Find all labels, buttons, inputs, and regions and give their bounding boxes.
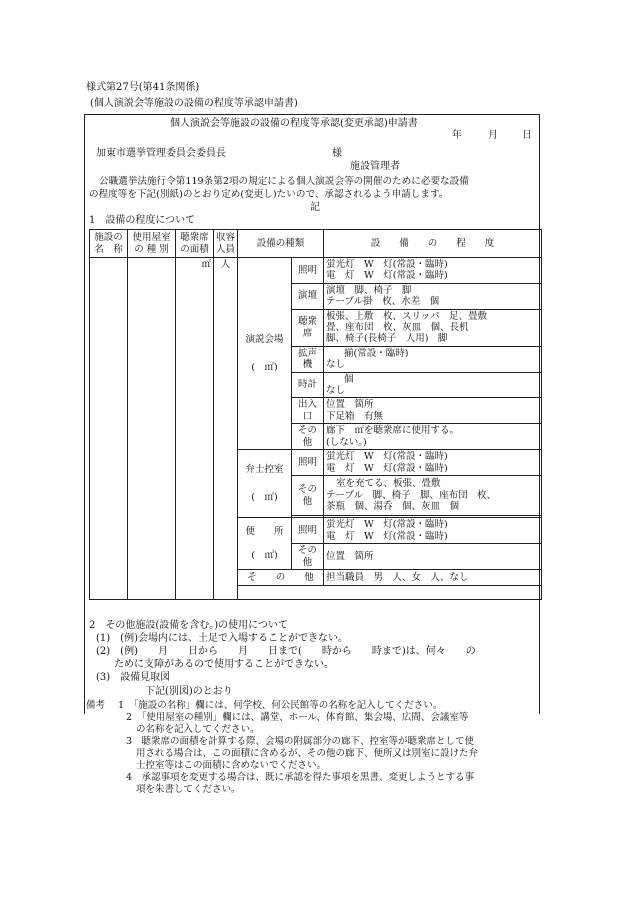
hall-other-label: その他 (292, 424, 324, 450)
clock-label: 時計 (292, 372, 324, 398)
hall-label: 演説会場 (245, 334, 284, 346)
toilet-other-value[interactable]: 位置 箇所 (324, 544, 542, 570)
date-day: 日 (522, 130, 532, 141)
waiting-lighting-label: 照明 (292, 450, 324, 476)
body-text-line2: の程度等を下記(別紙)のとおり定め(変更し)たいので、承認されるよう申請します。 (89, 189, 449, 200)
facility-name-cell[interactable] (90, 258, 128, 600)
form-number: 様式第27号(第41条関係) (86, 82, 200, 93)
header-equipment-kind: 設備の種類 (238, 230, 324, 258)
note-3c: 士控室等はこの面積に含めないでください。 (136, 760, 327, 771)
note-3b: 用される場合は、この面積に含めるが、その他の廊下、便所又は別室に設けた弁 (136, 748, 479, 759)
toilet-lighting-value[interactable]: 蛍光灯 W 灯(常設・臨時) 電 灯 W 灯(常設・臨時) (324, 518, 542, 544)
podium-value[interactable]: 演壇 脚、椅子 脚 テーブル掛 枚、水差 個 (324, 283, 542, 309)
capacity-unit: 人 (220, 259, 231, 270)
speaker-label: 拡声機 (292, 346, 324, 372)
body-text-line1: 公職選挙法施行令第119条第2項の規定による個人演説会等の開催のために必要な設備 (99, 176, 469, 187)
section1-heading: 1 設備の程度について (89, 215, 196, 226)
audience-area-cell[interactable] (176, 258, 214, 600)
table-row (90, 258, 542, 284)
ki-heading: 記 (310, 202, 320, 213)
waiting-room-area: ( ㎡) (251, 491, 278, 503)
waiting-room-cell (238, 450, 292, 518)
form-title: 個人演説会等施設の設備の程度等承認(変更承認)申請書 (170, 118, 418, 129)
section2-heading: 2 その他施設(設備を含む。)の使用について (89, 620, 288, 631)
notes-label: 備考 (86, 700, 106, 711)
applicant-label: 施設管理者 (350, 161, 400, 172)
header-room-type: 使用屋室の 種 別 (128, 230, 176, 258)
form-subtitle: (個人演説会等施設の設備の程度等承認申請書) (90, 98, 298, 109)
waiting-other-value[interactable]: 室を充てる、板張、畳敷 テーブル 脚、椅子 脚、座布団 枚、 茶瓶 個、湯呑 個、灰皿 個 (324, 476, 542, 516)
entrance-value[interactable]: 位置 箇所 下足箱 有無 (324, 398, 542, 424)
header-equipment-degree: 設 備 の 程 度 (324, 230, 542, 258)
section2-item2a: (2) (例) 月 日から 月 日まで( 時から 時まで)は、何々 の (96, 646, 476, 657)
section2-item1: (1) (例)会場内には、土足で入場することができない。 (96, 633, 348, 644)
audience-value[interactable]: 板張、上敷 枚、スリッパ 足、畳敷 畳、座布団 枚、灰皿 個、長机 脚、椅子(長椅子 人用) 脚 (324, 309, 542, 346)
section2-item3: (3) 設備見取図 (96, 672, 171, 683)
note-1: 1 「施設の名称」欄には、何学校、何公民館等の名称を記入してください。 (118, 700, 443, 711)
waiting-room-label: 弁士控室 (245, 464, 284, 476)
section2-item3b: 下記(別図)のとおり (145, 686, 233, 697)
date-year: 年 (452, 130, 462, 141)
hall-other-value[interactable]: 廊下 ㎡を聴衆席に使用する。 (しない。) (324, 424, 542, 450)
sonota-value[interactable]: 担当職員 男 人、女 人、なし (324, 570, 542, 586)
hall-cell (238, 258, 292, 450)
sonota-label: そ の 他 (238, 570, 324, 586)
capacity-cell[interactable] (214, 258, 238, 600)
equipment-table (89, 229, 542, 600)
waiting-lighting-value[interactable]: 蛍光灯 W 灯(常設・臨時) 電 灯 W 灯(常設・臨時) (324, 450, 542, 476)
honorific: 様 (332, 148, 342, 159)
header-capacity: 収容人員 (214, 230, 238, 258)
note-3a: 3 聴衆席の面積を計算する際、会場の附属部分の廊下、控室等が聴衆席として使 (126, 736, 475, 747)
area-unit: ㎡ (201, 259, 211, 270)
table-header-row (90, 230, 542, 258)
section2-item2b: ために支障があるので使用することができない。 (114, 659, 334, 670)
room-type-cell[interactable] (128, 258, 176, 600)
header-facility-name: 施設の名 称 (90, 230, 128, 258)
header-audience-area: 聴衆席の面積 (176, 230, 214, 258)
toilet-lighting-label: 照明 (292, 518, 324, 544)
addressee: 加東市選挙管理委員会委員長 (96, 148, 226, 159)
waiting-other-label: その他 (292, 476, 324, 516)
note-2b: の名称を記入してください。 (136, 724, 260, 735)
toilet-other-label: その他 (292, 544, 324, 570)
clock-value[interactable]: 個 なし (324, 372, 542, 398)
toilet-cell (238, 518, 292, 570)
toilet-area: ( ㎡) (251, 549, 278, 561)
toilet-label: 便 所 (245, 526, 284, 538)
speaker-value[interactable]: 揃(常設・臨時) なし (324, 346, 542, 372)
hall-area: ( ㎡) (251, 361, 278, 373)
date-month: 月 (488, 130, 498, 141)
note-4a: 4 承認事項を変更する場合は、既に承認を得た事項を黒書、変更しようとする事 (126, 772, 475, 783)
hall-lighting-label: 照明 (292, 258, 324, 284)
note-2a: 2 「使用屋室の種別」欄には、講堂、ホール、体育館、集会場、広間、会議室等 (126, 712, 469, 723)
entrance-label: 出入口 (292, 398, 324, 424)
note-4b: 項を朱書してください。 (136, 784, 241, 795)
podium-label: 演壇 (292, 283, 324, 309)
hall-lighting-value[interactable]: 蛍光灯 W 灯(常設・臨時) 電 灯 W 灯(常設・臨時) (324, 258, 542, 284)
audience-label: 聴衆席 (292, 309, 324, 346)
